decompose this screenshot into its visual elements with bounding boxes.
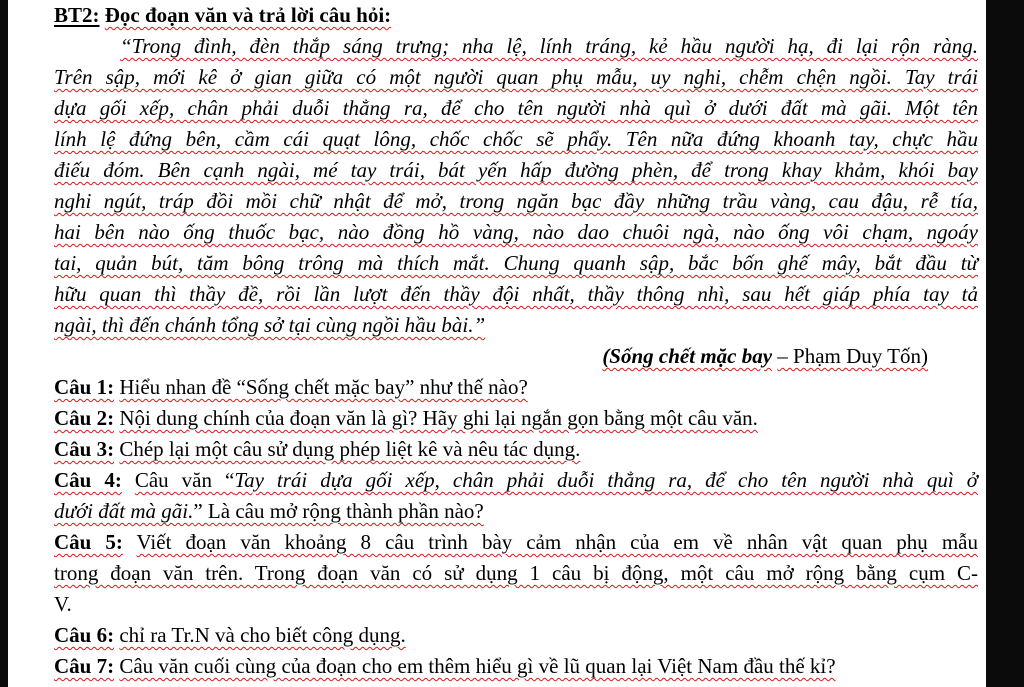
question-text: ” Là câu mở rộng thành phần nào? xyxy=(193,499,484,523)
question-3 xyxy=(54,434,978,465)
question-text: Chép lại một câu sử dụng phép liệt kê và nêu tác dụng. xyxy=(119,437,581,461)
passage-line: dựa gối xếp, chân phải duỗi thẳng ra, để cho tên người nhà quì ở dưới đất mà gãi. Một tên xyxy=(54,96,978,120)
question-5 xyxy=(54,527,978,558)
exercise-label: BT2: xyxy=(54,3,100,27)
question-7 xyxy=(54,651,978,682)
question-label: Câu 1: xyxy=(54,375,115,399)
passage-source xyxy=(54,341,928,372)
question-label: Câu 3: xyxy=(54,437,115,461)
question-text: Nội dung chính của đoạn văn là gì? Hãy ghi lại ngắn gọn bằng một câu văn. xyxy=(119,406,758,430)
question-text: chỉ ra Tr.N và cho biết công dụng. xyxy=(119,623,406,647)
question-label: Câu 4: xyxy=(54,468,122,492)
exercise-title: Đọc đoạn văn và trả lời câu hỏi: xyxy=(104,3,392,27)
right-border xyxy=(986,0,1024,687)
question-label: Câu 7: xyxy=(54,654,115,678)
passage-line: lính lệ đứng bên, cầm cái quạt lông, chốc chốc sẽ phẩy. Tên nữa đứng khoanh tay, chực hầu xyxy=(54,127,978,151)
question-label: Câu 6: xyxy=(54,623,115,647)
question-text: Câu văn cuối cùng của đoạn cho em thêm hiểu gì về lũ quan lại Việt Nam đầu thế kỉ? xyxy=(119,654,836,678)
document-page xyxy=(50,0,980,687)
question-text: Hiểu nhan đề “Sống chết mặc bay” như thế nào? xyxy=(119,375,528,399)
question-label: Câu 5: xyxy=(54,530,123,554)
source-author: – Phạm Duy Tốn) xyxy=(777,344,928,368)
question-text: Câu văn “ xyxy=(134,468,235,492)
question-quote: Tay trái dựa gối xếp, chân phải duỗi thẳng ra, để cho tên người nhà quì ở xyxy=(234,468,978,492)
question-text: Viết đoạn văn khoảng 8 câu trình bày cảm nhận của em về nhân vật quan phụ mẫu xyxy=(136,530,978,554)
question-4-cont xyxy=(54,496,978,527)
question-5-end: V. xyxy=(54,592,72,616)
source-title: (Sống chết mặc bay xyxy=(602,344,773,368)
question-1 xyxy=(54,372,978,403)
exercise-heading xyxy=(54,0,978,31)
left-border xyxy=(0,0,8,687)
question-2 xyxy=(54,403,978,434)
passage-line: ngài, thì đến chánh tổng sở tại cùng ngồi hầu bài.” xyxy=(54,313,486,337)
passage-line: hữu quan thì thầy đề, rồi lần lượt đến thầy đội nhất, thầy thông nhì, sau hết giáp phía tay tả xyxy=(54,282,978,306)
passage-line: “Trong đình, đèn thắp sáng trưng; nha lệ, lính tráng, kẻ hầu người hạ, đi lại rộn ràng. xyxy=(120,34,978,58)
passage-line: tai, quản bút, tăm bông trông mà thích mắt. Chung quanh sập, bắc bốn ghế mây, bắt đầu từ xyxy=(54,251,978,275)
question-quote: dưới đất mà gãi. xyxy=(54,499,194,523)
passage-line: điếu đóm. Bên cạnh ngài, mé tay trái, bát yến hấp đường phèn, để trong khay khảm, khói bay xyxy=(54,158,978,182)
question-5-cont: trong đoạn văn trên. Trong đoạn văn có sử dụng 1 câu bị động, một câu mở rộng bằng cụm C- xyxy=(54,561,978,585)
passage-line: hai bên nào ống thuốc bạc, nào đồng hồ vàng, nào dao chuôi ngà, nào ống vôi chạm, ngoáy xyxy=(54,220,978,244)
passage-line: Trên sập, mới kê ở gian giữa có một người quan phụ mẫu, uy nghi, chễm chện ngồi. Tay trái xyxy=(54,65,978,89)
question-label: Câu 2: xyxy=(54,406,115,430)
question-6 xyxy=(54,620,978,651)
question-4 xyxy=(54,465,978,496)
passage-line: nghi ngút, tráp đồi mồi chữ nhật để mở, trong ngăn bạc đầy những trầu vàng, cau đậu, rễ tía, xyxy=(54,189,978,213)
